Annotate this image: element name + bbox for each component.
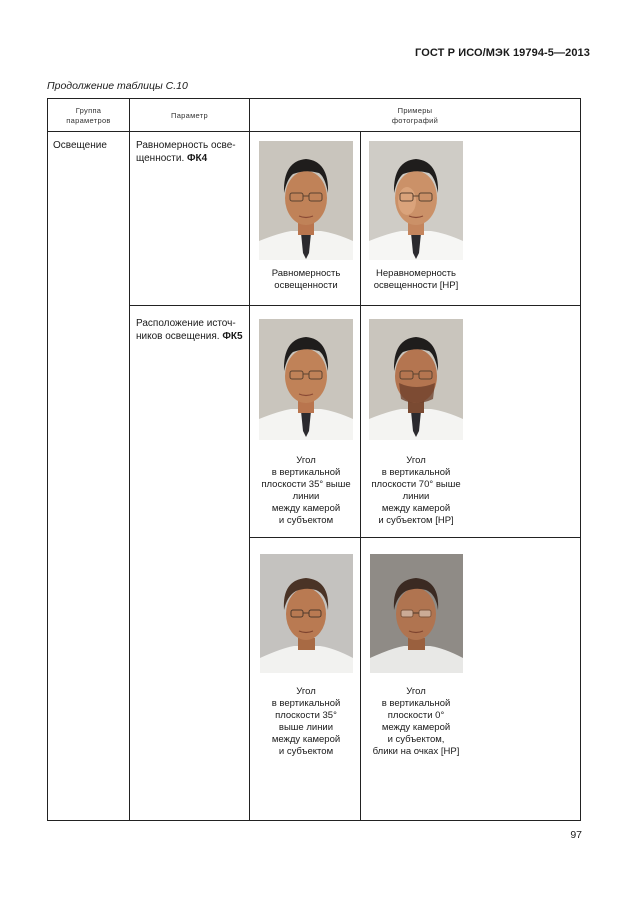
parameter-line: Расположение источ- bbox=[136, 318, 236, 329]
column-header-examples-line: Примеры bbox=[397, 106, 433, 115]
caption-line: Угол bbox=[406, 455, 426, 466]
caption-line: линии bbox=[402, 491, 430, 502]
caption-line: между камерой bbox=[271, 503, 341, 514]
caption-uniform bbox=[250, 268, 362, 292]
caption-nonuniform bbox=[360, 268, 472, 292]
column-header-parameter: Параметр bbox=[171, 111, 208, 120]
column-header-group-line: параметров bbox=[66, 116, 111, 125]
parameter-cell-fk5 bbox=[136, 318, 246, 343]
caption-angle-0-glare bbox=[360, 686, 472, 758]
column-header-examples-line: фотографий bbox=[391, 116, 439, 125]
parameter-code: ФК5 bbox=[222, 330, 243, 342]
caption-line: и субъектом, bbox=[387, 734, 445, 745]
column-header-group-line: Группа bbox=[75, 106, 102, 115]
caption-line: освещенности bbox=[274, 280, 338, 291]
parameter-line bbox=[136, 331, 246, 344]
caption-line: и субъектом bbox=[278, 746, 334, 757]
photo-angle-35-second bbox=[260, 554, 353, 673]
row-divider-2 bbox=[249, 537, 580, 538]
caption-line: блики на очках [НР] bbox=[372, 746, 460, 757]
group-cell: Освещение bbox=[53, 140, 107, 151]
caption-line: и субъектом bbox=[278, 515, 334, 526]
row-divider-1 bbox=[129, 305, 580, 306]
parameter-line bbox=[136, 153, 246, 166]
caption-angle-35-second bbox=[250, 686, 362, 758]
column-divider-1 bbox=[129, 99, 130, 820]
examples-table bbox=[47, 98, 581, 821]
caption-line: освещенности [НР] bbox=[373, 280, 459, 291]
caption-angle-35 bbox=[250, 455, 362, 527]
column-header-examples bbox=[250, 106, 580, 126]
caption-line: плоскости 0° bbox=[387, 710, 445, 721]
parameter-text: ников освещения. bbox=[136, 330, 220, 342]
photo-uniform-lighting bbox=[259, 141, 353, 260]
portrait-image bbox=[260, 554, 353, 673]
photo-nonuniform-lighting bbox=[369, 141, 463, 260]
caption-line: плоскости 70° выше bbox=[371, 479, 461, 490]
portrait-image bbox=[259, 141, 353, 260]
portrait-image bbox=[369, 319, 463, 440]
caption-line: в вертикальной bbox=[271, 698, 341, 709]
caption-line: Угол bbox=[296, 455, 316, 466]
caption-line: Угол bbox=[406, 686, 426, 697]
caption-line: в вертикальной bbox=[381, 698, 451, 709]
caption-line: между камерой bbox=[381, 722, 451, 733]
column-header-group bbox=[48, 106, 129, 126]
caption-line: в вертикальной bbox=[271, 467, 341, 478]
portrait-image bbox=[369, 141, 463, 260]
portrait-image bbox=[259, 319, 353, 440]
caption-line: выше линии bbox=[278, 722, 334, 733]
photo-angle-35 bbox=[259, 319, 353, 440]
caption-angle-70 bbox=[360, 455, 472, 527]
parameter-line: Равномерность осве- bbox=[136, 140, 236, 151]
caption-line: плоскости 35° bbox=[275, 710, 337, 721]
caption-line: между камерой bbox=[271, 734, 341, 745]
standard-header: ГОСТ Р ИСО/МЭК 19794-5—2013 bbox=[415, 47, 590, 59]
parameter-code: ФК4 bbox=[187, 152, 208, 164]
table-continuation-label: Продолжение таблицы С.10 bbox=[47, 80, 188, 92]
caption-line: Равномерность bbox=[271, 268, 341, 279]
caption-line: плоскости 35° выше bbox=[261, 479, 351, 490]
caption-line: Неравномерность bbox=[376, 268, 456, 279]
parameter-cell-fk4 bbox=[136, 140, 246, 165]
page-number: 97 bbox=[570, 829, 582, 841]
caption-line: Угол bbox=[296, 686, 316, 697]
header-row-divider bbox=[48, 131, 580, 132]
caption-line: линии bbox=[292, 491, 320, 502]
caption-line: и субъектом [НР] bbox=[378, 515, 454, 526]
parameter-text: щенности. bbox=[136, 152, 185, 164]
caption-line: между камерой bbox=[381, 503, 451, 514]
photo-angle-0-glare bbox=[370, 554, 463, 673]
photo-angle-70 bbox=[369, 319, 463, 440]
portrait-image bbox=[370, 554, 463, 673]
caption-line: в вертикальной bbox=[381, 467, 451, 478]
